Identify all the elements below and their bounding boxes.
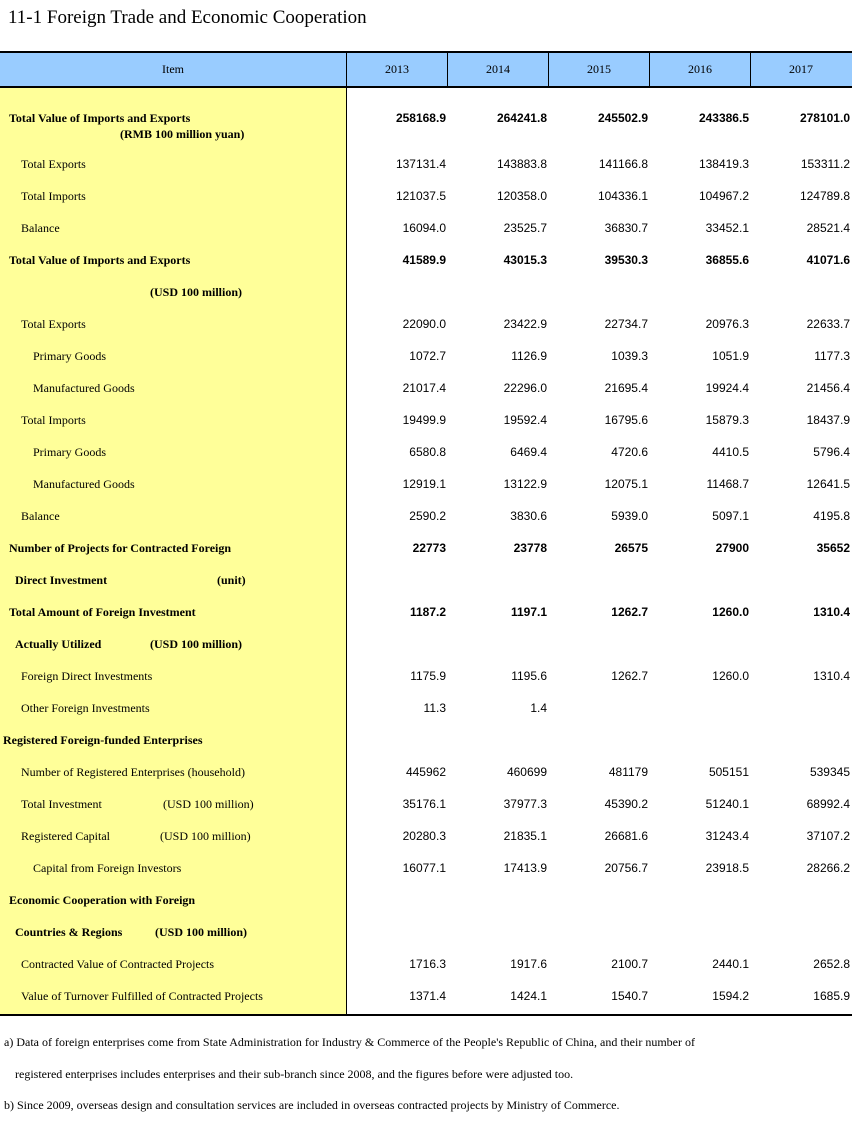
cell-value: 1260.0 [712,605,749,619]
cell-value: 1195.6 [511,669,547,683]
cell-value: 20976.3 [705,317,749,331]
row-label: Other Foreign Investments [21,701,150,715]
cell-value: 6469.4 [510,445,547,459]
cell-value: 120358.0 [496,189,547,203]
cell-value: 15879.3 [705,413,749,427]
cell-value: 51240.1 [705,797,749,811]
cell-value: 18437.9 [806,413,850,427]
table-row [0,828,852,860]
table-row [0,110,852,142]
row-label: Foreign Direct Investments [21,669,153,683]
cell-value: 3830.6 [510,509,547,523]
cell-value: 1126.9 [511,349,547,363]
cell-value: 35176.1 [402,797,446,811]
row-label: (USD 100 million) [150,285,243,299]
header-year: 2015 [548,53,649,86]
cell-value: 21835.1 [503,829,547,843]
cell-value: 5796.4 [813,445,850,459]
cell-value: 31243.4 [705,829,749,843]
cell-value: 138419.3 [698,157,749,171]
cell-value: 22633.7 [806,317,850,331]
row-label: Total Value of Imports and Exports [9,111,191,125]
row-label: Total Value of Imports and Exports [9,253,191,267]
cell-value: 124789.8 [799,189,850,203]
cell-value: 19499.9 [402,413,446,427]
cell-value: 258168.9 [395,111,446,125]
cell-value: 21017.4 [402,381,446,395]
cell-value: 1197.1 [510,605,547,619]
cell-value: 22734.7 [604,317,648,331]
cell-value: 505151 [708,765,749,779]
cell-value: 1072.7 [409,349,446,363]
cell-value: 11468.7 [706,477,749,491]
table-row [0,636,852,668]
table-row [0,348,852,380]
cell-value: 264241.8 [496,111,547,125]
table-row [0,860,852,892]
footnote: a) Data of foreign enterprises come from State Administration for Industry & Commerce of the People's Republic of China, and their number of [4,1035,695,1049]
cell-value: 2590.2 [409,509,446,523]
cell-value: 445962 [405,765,446,779]
row-unit: (USD 100 million) [163,797,254,811]
cell-value: 39530.3 [604,253,648,267]
header-year: 2017 [750,53,851,86]
table-row [0,316,852,348]
cell-value: 1310.4 [813,605,850,619]
cell-value: 1424.1 [510,989,547,1003]
table-row [0,732,852,764]
cell-value: 28521.4 [806,221,850,235]
table-row [0,444,852,476]
cell-value: 27900 [715,541,749,555]
table-row [0,956,852,988]
cell-value: 1540.7 [611,989,648,1003]
table-row [0,924,852,956]
table-row [0,668,852,700]
cell-value: 17413.9 [503,861,547,875]
cell-value: 1917.6 [510,957,547,971]
page-title: 11-1 Foreign Trade and Economic Cooperation [8,7,367,28]
cell-value: 19924.4 [705,381,749,395]
cell-value: 23778 [513,541,547,555]
table-row [0,156,852,188]
cell-value: 1685.9 [813,989,850,1003]
cell-value: 1716.3 [409,957,446,971]
cell-value: 141166.8 [598,157,648,171]
cell-value: 28266.2 [806,861,850,875]
cell-value: 41589.9 [402,253,446,267]
cell-value: 68992.4 [806,797,850,811]
cell-value: 1187.2 [409,605,446,619]
cell-value: 12075.1 [604,477,648,491]
row-label: Registered Foreign-funded Enterprises [3,733,203,747]
header-year: 2014 [447,53,548,86]
cell-value: 23525.7 [503,221,547,235]
cell-value: 12919.1 [402,477,446,491]
row-label: Total Exports [21,317,86,331]
header-year: 2013 [346,53,447,86]
table-row [0,252,852,284]
row-label: Primary Goods [33,349,106,363]
row-label: Total Investment [21,797,102,811]
row-label: Contracted Value of Contracted Projects [21,957,215,971]
cell-value: 36855.6 [705,253,749,267]
cell-value: 13122.9 [503,477,547,491]
row-label: Registered Capital [21,829,110,843]
header-item: Item [162,62,184,76]
cell-value: 104967.2 [698,189,749,203]
row-label: Total Imports [21,189,86,203]
cell-value: 539345 [809,765,850,779]
cell-value: 2100.7 [611,957,648,971]
cell-value: 1175.9 [410,669,446,683]
cell-value: 23422.9 [503,317,547,331]
cell-value: 43015.3 [503,253,547,267]
table-row [0,572,852,604]
cell-value: 1051.9 [712,349,749,363]
cell-value: 6580.8 [409,445,446,459]
cell-value: 12641.5 [806,477,850,491]
row-label: Number of Projects for Contracted Foreign [9,541,232,555]
cell-value: 1262.7 [611,605,648,619]
cell-value: 1177.3 [814,349,850,363]
cell-value: 460699 [506,765,547,779]
cell-value: 153311.2 [800,157,850,171]
cell-value: 137131.4 [395,157,446,171]
row-unit: (USD 100 million) [150,637,243,651]
cell-value: 1039.3 [611,349,648,363]
cell-value: 19592.4 [503,413,547,427]
cell-value: 1260.0 [712,669,749,683]
cell-value: 20756.7 [604,861,648,875]
row-label: Total Imports [21,413,86,427]
cell-value: 33452.1 [705,221,749,235]
row-label: Capital from Foreign Investors [33,861,182,875]
cell-value: 26575 [614,541,648,555]
cell-value: 21695.4 [604,381,648,395]
table-row [0,988,852,1020]
row-unit: (unit) [217,573,246,587]
row-label: Countries & Regions [15,925,123,939]
row-label: Direct Investment [15,573,108,587]
cell-value: 16077.1 [402,861,446,875]
cell-value: 4410.5 [712,445,749,459]
cell-value: 1262.7 [611,669,648,683]
cell-value: 26681.6 [604,829,648,843]
table-header [0,51,852,88]
row-label: Total Amount of Foreign Investment [9,605,196,619]
cell-value: 4720.6 [611,445,648,459]
cell-value: 16094.0 [402,221,446,235]
table-row [0,604,852,636]
row-label: Balance [21,221,60,235]
table-body [0,88,852,1016]
cell-value: 1.4 [530,701,547,715]
cell-value: 45390.2 [604,797,648,811]
row-unit: (RMB 100 million yuan) [120,127,245,141]
cell-value: 22296.0 [503,381,547,395]
cell-value: 23918.5 [705,861,749,875]
cell-value: 4195.8 [813,509,850,523]
row-label: Number of Registered Enterprises (household) [21,765,245,779]
cell-value: 243386.5 [698,111,749,125]
cell-value: 1371.4 [409,989,446,1003]
footnote: b) Since 2009, overseas design and consultation services are included in overseas contracted projects by Ministry of Commerce. [4,1098,620,1112]
table-row [0,796,852,828]
table-row [0,700,852,732]
row-label: Manufactured Goods [33,381,135,395]
row-label: Balance [21,509,60,523]
row-unit: (USD 100 million) [160,829,251,843]
table-row [0,188,852,220]
cell-value: 41071.6 [806,253,850,267]
table-row [0,220,852,252]
table-row [0,284,852,316]
cell-value: 143883.8 [496,157,547,171]
cell-value: 1594.2 [712,989,749,1003]
cell-value: 5939.0 [611,509,648,523]
cell-value: 1310.4 [813,669,850,683]
cell-value: 5097.1 [712,509,749,523]
row-label: Value of Turnover Fulfilled of Contracted Projects [21,989,263,1003]
row-unit: (USD 100 million) [155,925,248,939]
cell-value: 2652.8 [813,957,850,971]
table-row [0,412,852,444]
row-label: Economic Cooperation with Foreign [9,893,196,907]
cell-value: 16795.6 [604,413,648,427]
cell-value: 2440.1 [712,957,749,971]
cell-value: 245502.9 [597,111,648,125]
footnote: registered enterprises includes enterprises and their sub-branch since 2008, and the figures before were adjusted too. [15,1067,574,1081]
row-label: Primary Goods [33,445,106,459]
cell-value: 37107.2 [806,829,850,843]
row-label: Manufactured Goods [33,477,135,491]
table-row [0,508,852,540]
row-label: Actually Utilized [15,637,102,651]
cell-value: 278101.0 [799,111,850,125]
cell-value: 37977.3 [503,797,547,811]
cell-value: 22090.0 [402,317,446,331]
cell-value: 35652 [816,541,850,555]
table-row [0,540,852,572]
cell-value: 20280.3 [402,829,446,843]
header-year: 2016 [649,53,750,86]
cell-value: 22773 [412,541,446,555]
statistics-table [0,51,852,1016]
cell-value: 121037.5 [395,189,446,203]
cell-value: 36830.7 [604,221,648,235]
cell-value: 21456.4 [806,381,850,395]
cell-value: 481179 [608,765,648,779]
table-row [0,764,852,796]
table-row [0,380,852,412]
row-label: Total Exports [21,157,86,171]
cell-value: 11.3 [423,701,446,715]
table-row [0,892,852,924]
table-row [0,476,852,508]
cell-value: 104336.1 [597,189,648,203]
